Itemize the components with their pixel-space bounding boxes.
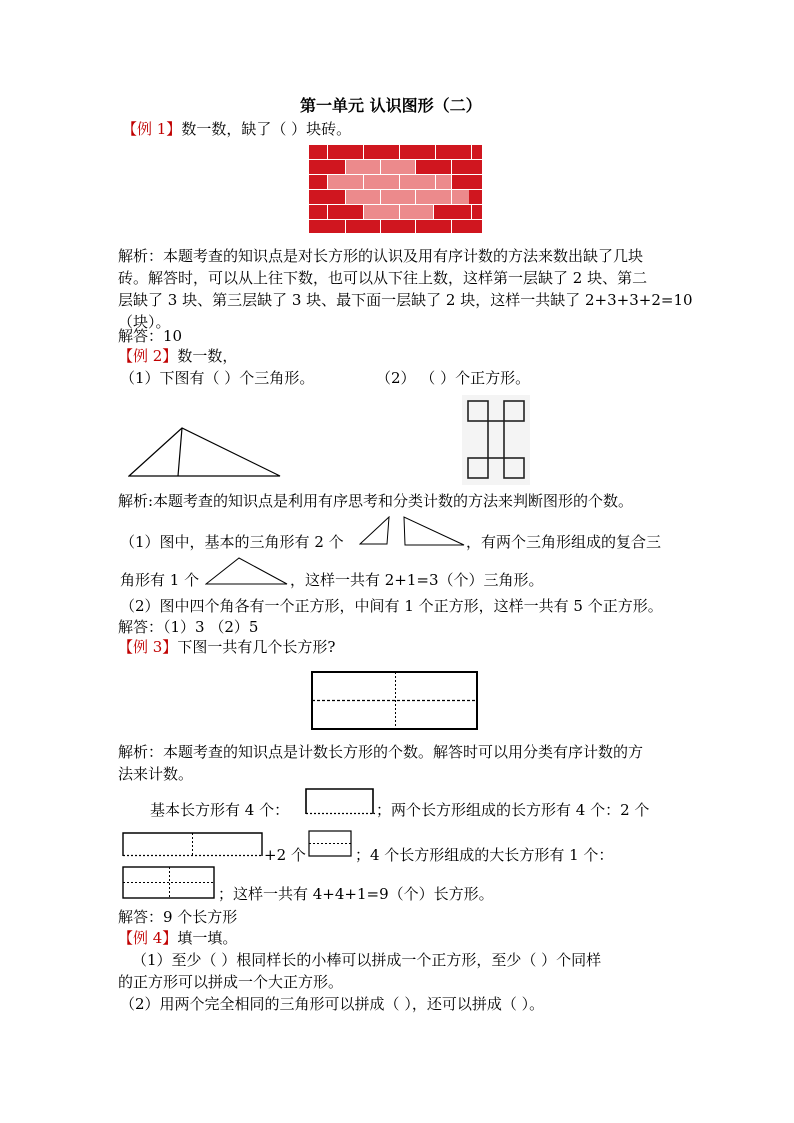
example-2-analysis-1d: ，这样一共有 2+1=3（个）三角形。 bbox=[290, 571, 544, 589]
example-1-analysis-line-3: 层缺了 3 块、第三层缺了 3 块、最下面一层缺了 2 块，这样一共缺了 2+3+3+2=10 bbox=[118, 291, 693, 309]
example-4-q2: （2）用两个完全相同的三角形可以拼成（ ），还可以拼成（ ）。 bbox=[120, 995, 545, 1013]
example-3-tag: 【例 3】 bbox=[118, 638, 178, 656]
example-2-analysis-1b: ，有两个三角形组成的复合三 bbox=[466, 533, 662, 551]
example-2-answer: 解答：（1）3 （2）5 bbox=[118, 618, 259, 636]
example-3-answer: 解答：9 个长方形 bbox=[118, 908, 238, 926]
example-3-text: 下图一共有几个长方形? bbox=[177, 638, 336, 656]
example-2-question bbox=[118, 346, 237, 366]
example-4-question bbox=[118, 928, 237, 948]
example-3-line-1b: ；两个长方形组成的长方形有 4 个：2 个 bbox=[376, 801, 650, 819]
example-1-analysis-line-2: 砖。解答时，可以从上往下数，也可以从下往上数，这样第一层缺了 2 块、第二 bbox=[118, 269, 648, 287]
example-2-q1: （1）下图有（ ）个三角形。 bbox=[120, 369, 315, 387]
squares-figure bbox=[462, 395, 530, 485]
brick-wall-figure bbox=[309, 145, 482, 233]
basic-rectangle bbox=[305, 788, 377, 816]
big-rectangle bbox=[122, 866, 216, 900]
double-rectangle-vertical bbox=[308, 830, 354, 858]
example-2-q2: （2） （ ）个正方形。 bbox=[376, 369, 531, 387]
basic-triangle-2 bbox=[402, 516, 466, 548]
example-2-text: 数一数， bbox=[177, 347, 238, 365]
page-title: 第一单元 认识图形（二） bbox=[300, 96, 482, 115]
triangles-figure bbox=[128, 426, 282, 478]
double-rectangle-horizontal bbox=[122, 832, 264, 858]
example-2-analysis-2: （2）图中四个角各有一个正方形，中间有 1 个正方形，这样一共有 5 个正方形。 bbox=[120, 597, 663, 615]
example-1-question bbox=[122, 119, 351, 139]
example-3-line-1a: 基本长方形有 4 个： bbox=[150, 801, 290, 819]
example-1-analysis-line-1: 解析：本题考查的知识点是对长方形的认识及用有序计数的方法来数出缺了几块 bbox=[118, 247, 644, 265]
example-3-analysis-line-1: 解析：本题考查的知识点是计数长方形的个数。解答时可以用分类有序计数的方 bbox=[118, 743, 644, 761]
example-2-analysis-intro: 解析:本题考查的知识点是利用有序思考和分类计数的方法来判断图形的个数。 bbox=[118, 492, 634, 510]
example-4-text: 填一填。 bbox=[177, 929, 238, 947]
example-3-line-3: ；这样一共有 4+4+1=9（个）长方形。 bbox=[218, 885, 494, 903]
example-3-line-2b: ；4 个长方形组成的大长方形有 1 个： bbox=[355, 846, 614, 864]
example-4-q1-line-2: 的正方形可以拼成一个大正方形。 bbox=[118, 973, 344, 991]
example-3-analysis-line-2: 法来计数。 bbox=[118, 765, 194, 783]
rectangle-grid-figure bbox=[311, 671, 479, 731]
example-1-text: 数一数，缺了（ ）块砖。 bbox=[181, 120, 352, 138]
example-4-tag: 【例 4】 bbox=[118, 929, 178, 947]
example-2-analysis-1c: 角形有 1 个 bbox=[120, 571, 200, 589]
example-2-tag: 【例 2】 bbox=[118, 347, 178, 365]
example-2-analysis-1a: （1）图中，基本的三角形有 2 个 bbox=[120, 533, 344, 551]
composite-triangle bbox=[205, 556, 289, 586]
basic-triangle-1 bbox=[359, 516, 391, 546]
example-4-q1-line-1: （1）至少（ ）根同样长的小棒可以拼成一个正方形，至少（ ）个同样 bbox=[132, 951, 602, 969]
example-1-answer: 解答：10 bbox=[118, 327, 183, 345]
example-1-tag: 【例 1】 bbox=[122, 120, 182, 138]
example-1-analysis-line-4: （块）。 bbox=[118, 313, 171, 331]
example-3-line-2a: +2 个 bbox=[264, 846, 306, 864]
example-3-question bbox=[118, 637, 335, 657]
